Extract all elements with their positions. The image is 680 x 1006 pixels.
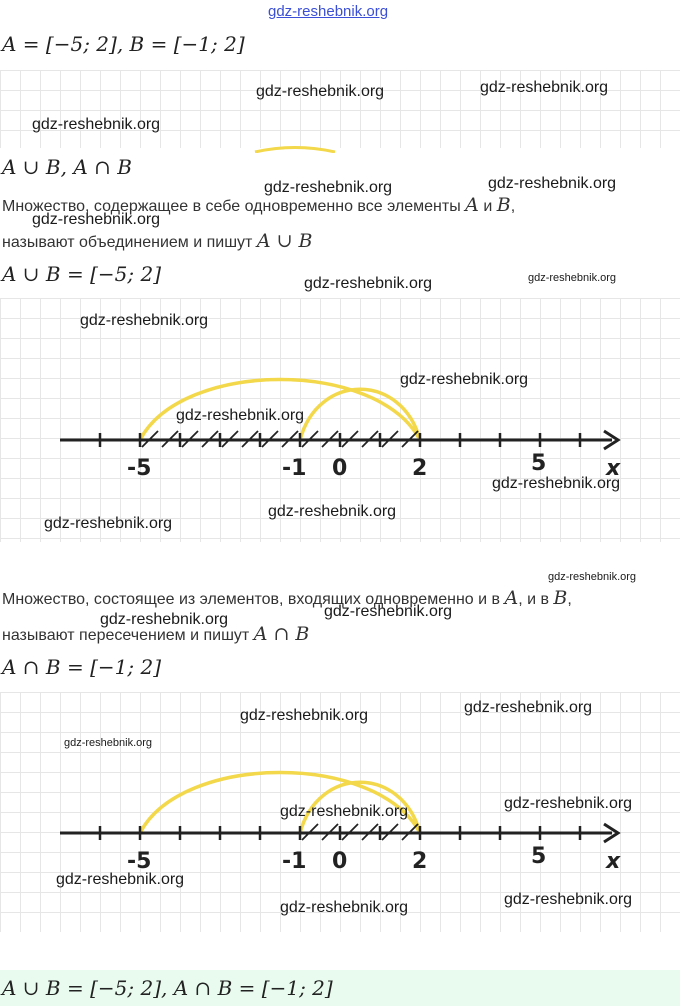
watermark: gdz-reshebnik.org xyxy=(548,571,637,583)
union-symbol: A ∪ B xyxy=(256,230,313,252)
watermark: gdz-reshebnik.org xyxy=(240,707,369,724)
watermark: gdz-reshebnik.org xyxy=(268,503,397,520)
watermark: gdz-reshebnik.org xyxy=(504,891,633,908)
inter-def-comma: , xyxy=(567,591,572,608)
watermark: gdz-reshebnik.org xyxy=(64,737,153,749)
watermark: gdz-reshebnik.org xyxy=(32,116,161,133)
arc-fragment xyxy=(250,143,340,153)
watermark: gdz-reshebnik.org xyxy=(304,275,433,292)
watermark: gdz-reshebnik.org xyxy=(176,407,305,424)
union-result: A ∪ B = [−5; 2] xyxy=(2,262,161,286)
watermark: gdz-reshebnik.org xyxy=(400,371,529,388)
given-b: B = [−1; 2] xyxy=(129,32,245,56)
watermark: gdz-reshebnik.org xyxy=(464,699,593,716)
var-b: B xyxy=(496,194,511,216)
inter-def-text: Множество, состоящее из элементов, входящих одновременно и в xyxy=(2,591,505,608)
var-a-2: A xyxy=(504,587,519,609)
given-sets xyxy=(2,32,245,56)
site-link[interactable]: gdz-reshebnik.org xyxy=(268,3,389,20)
watermark: gdz-reshebnik.org xyxy=(480,79,609,96)
label-minus-one-2: -1 xyxy=(282,849,307,874)
union-def-comma: , xyxy=(510,198,516,215)
answer-text: A ∪ B = [−5; 2], A ∩ B = [−1; 2] xyxy=(2,976,333,1000)
watermark: gdz-reshebnik.org xyxy=(492,475,621,492)
label-two: 2 xyxy=(412,456,428,481)
intersection-definition-line1 xyxy=(2,587,572,609)
operations-title: A ∪ B, A ∩ B xyxy=(2,155,132,179)
label-five: 5 xyxy=(531,451,547,476)
union-def-text: Множество, содержащее в себе одновременно все элементы xyxy=(2,198,466,215)
union-def-and: и xyxy=(478,198,497,215)
arc--1-2 xyxy=(300,389,420,440)
watermark: gdz-reshebnik.org xyxy=(256,83,385,100)
given-a: A = [−5; 2], xyxy=(2,32,130,56)
watermark: gdz-reshebnik.org xyxy=(80,312,209,329)
watermark: gdz-reshebnik.org xyxy=(488,175,617,192)
label-minus-five: -5 xyxy=(127,456,152,481)
inter-def-text2: называют пересечением и пишут xyxy=(2,627,254,644)
inter-def-and: , и в xyxy=(518,591,554,608)
watermark: gdz-reshebnik.org xyxy=(56,871,185,888)
union-def-text2: называют объединением и пишут xyxy=(2,234,257,251)
watermark: gdz-reshebnik.org xyxy=(44,515,173,532)
var-a: A xyxy=(465,194,479,216)
watermark: gdz-reshebnik.org xyxy=(280,803,409,820)
number-line-union-marks xyxy=(60,380,618,449)
label-zero-2: 0 xyxy=(332,849,348,874)
intersection-symbol: A ∩ B xyxy=(253,623,310,645)
label-minus-five-2: -5 xyxy=(127,849,152,874)
watermark: gdz-reshebnik.org xyxy=(32,211,161,228)
label-five-2: 5 xyxy=(531,844,547,869)
watermark: gdz-reshebnik.org xyxy=(528,272,617,284)
watermark: gdz-reshebnik.org xyxy=(280,899,409,916)
watermark: gdz-reshebnik.org xyxy=(100,611,229,628)
label-zero: 0 xyxy=(332,456,348,481)
union-definition-line2 xyxy=(2,230,313,252)
watermark: gdz-reshebnik.org xyxy=(264,179,393,196)
answer-box xyxy=(0,970,680,1006)
label-x-2: x xyxy=(606,849,621,874)
label-x: x xyxy=(606,456,621,481)
label-two-2: 2 xyxy=(412,849,428,874)
label-minus-one: -1 xyxy=(282,456,307,481)
var-b-2: B xyxy=(553,587,568,609)
watermark: gdz-reshebnik.org xyxy=(504,795,633,812)
watermark: gdz-reshebnik.org xyxy=(324,603,453,620)
intersection-result: A ∩ B = [−1; 2] xyxy=(2,655,161,679)
